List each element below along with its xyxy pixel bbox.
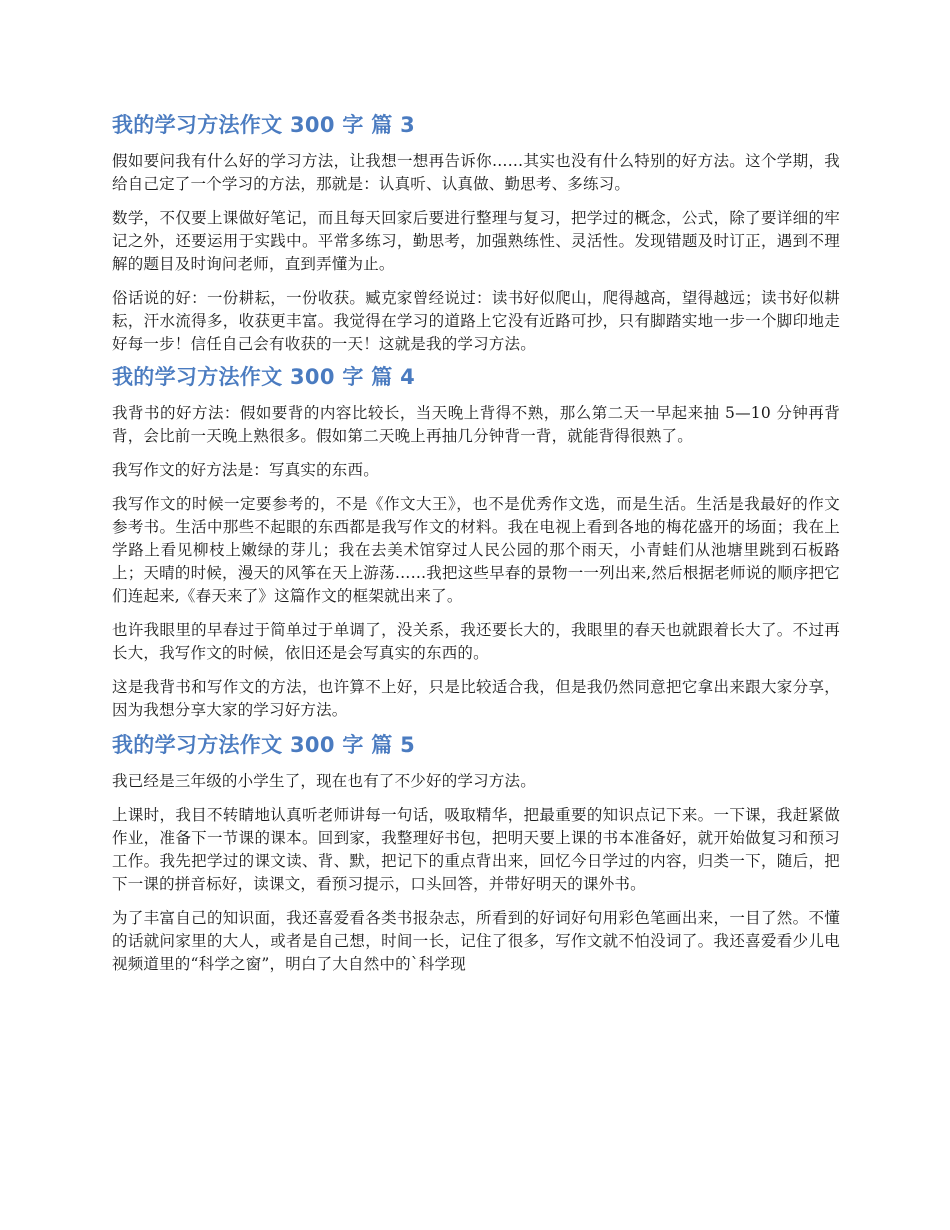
document-page [112,110,840,987]
paragraph: 为了丰富自己的知识面，我还喜爱看各类书报杂志，所看到的好词好句用彩色笔画出来，一目了然。不懂的话就问家里的大人，或者是自己想，时间一长，记住了很多，写作文就不怕没词了。我还喜爱看少儿电视频道里的“科学之窗”，明白了大自然中的`科学现 [112,909,840,973]
paragraph: 假如要问我有什么好的学习方法，让我想一想再告诉你……其实也没有什么特别的好方法。这个学期，我给自己定了一个学习的方法，那就是：认真听、认真做、勤思考、多练习。 [112,152,840,193]
section-4 [112,362,840,722]
paragraph: 数学，不仅要上课做好笔记，而且每天回家后要进行整理与复习，把学过的概念，公式，除了要详细的牢记之外，还要运用于实践中。平常多练习，勤思考，加强熟练性、灵活性。发现错题及时订正，遇到不理解的题目及时询问老师，直到弄懂为止。 [112,209,840,273]
section-heading: 我的学习方法作文 300 字 篇 5 [112,733,416,757]
paragraph: 我写作文的时候一定要参考的，不是《作文大王》，也不是优秀作文选，而是生活。生活是我最好的作文参考书。生活中那些不起眼的东西都是我写作文的材料。我在电视上看到各地的梅花盛开的场面；我在上学路上看见柳枝上嫩绿的芽儿；我在去美术馆穿过人民公园的那个雨天，小青蛙们从池塘里跳到石板路上；天晴的时候，漫天的风筝在天上游荡……我把这些早春的景物一一列出来,然后根据老师说的顺序把它们连起来,《春天来了》这篇作文的框架就出来了。 [112,495,840,605]
paragraph: 也许我眼里的早春过于简单过于单调了，没关系，我还要长大的，我眼里的春天也就跟着长大了。不过再长大，我写作文的时候，依旧还是会写真实的东西的。 [112,621,840,662]
paragraph: 我背书的好方法：假如要背的内容比较长，当天晚上背得不熟，那么第二天一早起来抽 5—10 分钟再背背，会比前一天晚上熟很多。假如第二天晚上再抽几分钟背一背，就能背得很熟了。 [112,404,840,445]
paragraph: 这是我背书和写作文的方法，也许算不上好，只是比较适合我，但是我仍然同意把它拿出来跟大家分享，因为我想分享大家的学习好方法。 [112,678,840,719]
paragraph: 我已经是三年级的小学生了，现在也有了不少好的学习方法。 [112,772,536,790]
section-heading: 我的学习方法作文 300 字 篇 4 [112,365,416,389]
section-heading: 我的学习方法作文 300 字 篇 3 [112,113,416,137]
section-3 [112,110,840,356]
section-5 [112,730,840,976]
paragraph: 俗话说的好：一份耕耘，一份收获。臧克家曾经说过：读书好似爬山，爬得越高，望得越远；读书好似耕耘，汗水流得多，收获更丰富。我觉得在学习的道路上它没有近路可抄，只有脚踏实地一步一个脚印地走好每一步！信任自己会有收获的一天！这就是我的学习方法。 [112,289,840,353]
paragraph: 我写作文的好方法是：写真实的东西。 [112,461,379,479]
paragraph: 上课时，我目不转睛地认真听老师讲每一句话，吸取精华，把最重要的知识点记下来。一下课，我赶紧做作业，准备下一节课的课本。回到家，我整理好书包，把明天要上课的书本准备好，就开始做复习和预习工作。我先把学过的课文读、背、默，把记下的重点背出来，回忆今日学过的内容，归类一下，随后，把下一课的拼音标好，读课文，看预习提示，口头回答，并带好明天的课外书。 [112,806,840,893]
